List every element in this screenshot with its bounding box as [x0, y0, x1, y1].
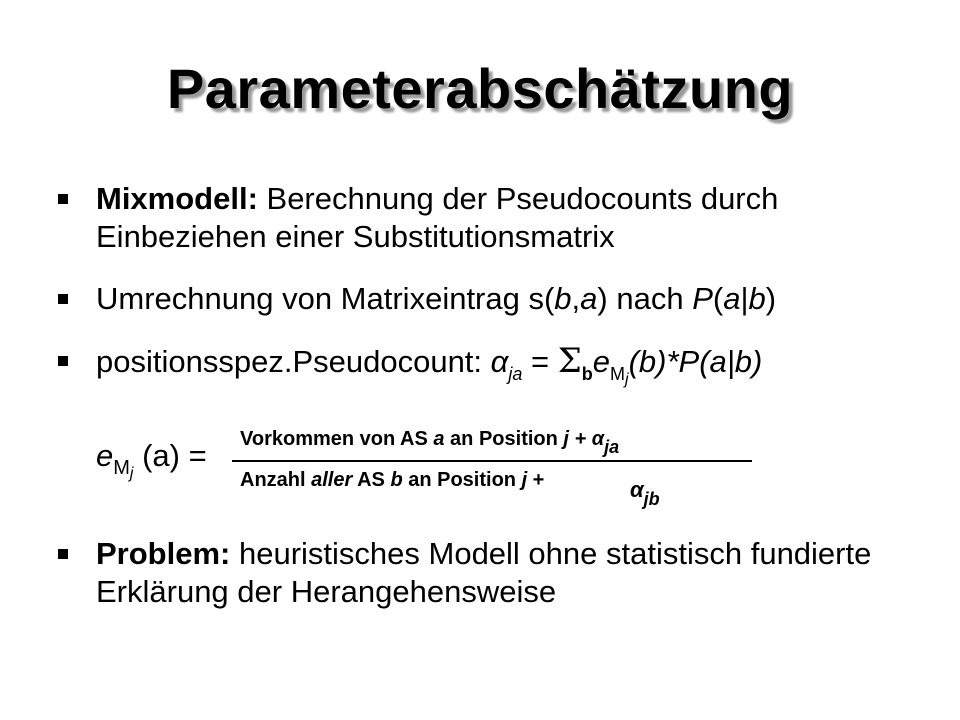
den-text-2: AS [352, 469, 391, 491]
den-text-3: an Position [402, 469, 522, 491]
var-a: a [580, 281, 598, 316]
expression-rest: (b)*P(a|b) [628, 344, 763, 379]
slide-title: Parameterabschätzung [166, 57, 794, 120]
den-var-j: j [521, 469, 528, 491]
den-plus: + [527, 469, 545, 491]
num-text-2: an Position [444, 428, 564, 450]
bar: | [740, 281, 749, 316]
var-e: e [592, 344, 610, 379]
e-sub-M: M [610, 364, 625, 384]
var-P: P [692, 281, 713, 316]
num-plus-alpha: + α [568, 428, 605, 450]
den-alpha-sub: jb [643, 489, 660, 509]
square-bullet-icon [58, 356, 68, 366]
num-var-a: a [433, 428, 445, 450]
num-alpha-sub: ja [604, 437, 620, 457]
fraction-line [232, 460, 752, 462]
lhs-sub-M: M [113, 457, 130, 479]
formula-lhs [96, 438, 207, 482]
bullet-text: heuristisches Modell ohne statistisch fundierte Erklärung der Herangehensweise [96, 536, 872, 609]
comma: , [571, 281, 581, 316]
alpha: α [490, 344, 509, 379]
bullet-text: Umrechnung von Matrixeintrag s( [96, 281, 555, 316]
paren-close: ) [765, 281, 777, 316]
bullet-label: Problem: [96, 536, 231, 571]
bullet-text: Berechnung der Pseudocounts durch Einbeziehen einer Substitutionsmatrix [96, 181, 779, 254]
lhs-e: e [96, 438, 114, 473]
equals: = [522, 344, 558, 379]
var-b2: b [748, 281, 766, 316]
fraction-denominator [240, 469, 544, 492]
square-bullet-icon [58, 194, 68, 204]
square-bullet-icon [58, 294, 68, 304]
num-text: Vorkommen von AS [240, 428, 434, 450]
var-b: b [554, 281, 572, 316]
var-a2: a [723, 281, 741, 316]
paren-open: ( [712, 281, 724, 316]
sigma-sub: b [581, 364, 593, 384]
den-var-b: b [390, 469, 403, 491]
lhs-sub-j: j [129, 465, 134, 482]
sigma-symbol: Σ [557, 341, 582, 381]
lhs-arg: (a) = [142, 438, 207, 473]
alpha-sub: ja [508, 364, 523, 384]
bullet-text-mid: ) nach [597, 281, 693, 316]
den-text: Anzahl [240, 469, 312, 491]
bullet-text: positionsspez.Pseudocount: [96, 344, 491, 379]
bullet-label: Mixmodell: [96, 181, 258, 216]
fraction-numerator [240, 428, 620, 457]
num-var-j: j [563, 428, 569, 450]
den-alpha [630, 477, 660, 509]
den-aller: aller [311, 469, 353, 491]
den-alpha-symbol: α [630, 477, 644, 502]
square-bullet-icon [58, 549, 68, 559]
e-sub-j: j [625, 371, 629, 388]
